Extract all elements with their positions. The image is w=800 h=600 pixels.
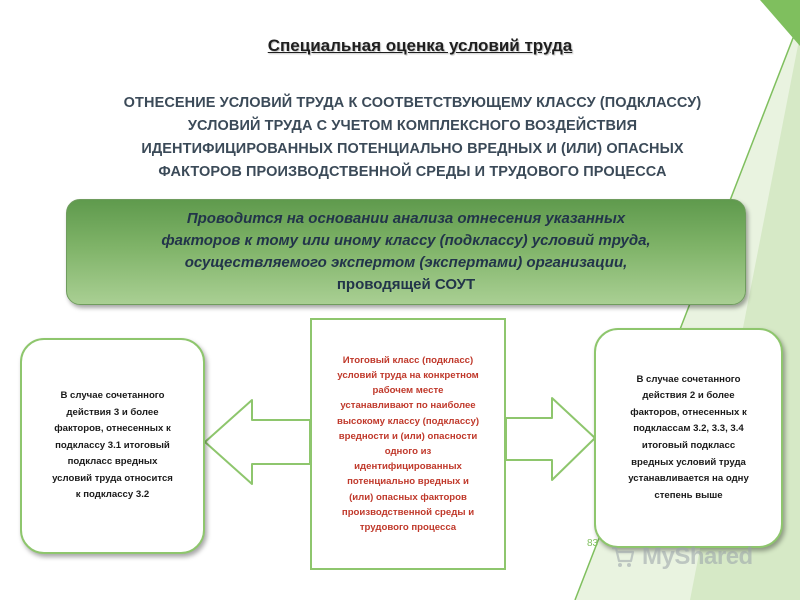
basis-line: осуществляемого экспертом (экспертами) организации, bbox=[184, 254, 628, 271]
final-class-text bbox=[318, 353, 498, 535]
left-case-line: подклассу 3.1 итоговый bbox=[55, 439, 170, 451]
cart-icon bbox=[610, 544, 636, 570]
final-class-line: устанавливают по наиболее bbox=[340, 400, 476, 412]
right-case-box bbox=[594, 328, 783, 548]
basis-description-box bbox=[66, 199, 746, 305]
final-class-line: одного из bbox=[384, 446, 432, 457]
corner-accent-triangle bbox=[760, 0, 800, 46]
arrow-right bbox=[506, 398, 595, 480]
left-case-box bbox=[20, 338, 205, 554]
left-case-text bbox=[37, 388, 189, 504]
arrow-left bbox=[205, 400, 310, 484]
right-case-line: действия 2 и более bbox=[642, 390, 735, 402]
left-case-line: В случае сочетанного bbox=[60, 389, 165, 401]
left-case-line: условий труда относится bbox=[52, 472, 173, 484]
subtitle-line: ФАКТОРОВ ПРОИЗВОДСТВЕННОЙ СРЕДЫ И ТРУДОВОГО ПРОЦЕССА bbox=[158, 164, 667, 180]
basis-line: Проводится на основании анализа отнесения указанных bbox=[186, 210, 626, 227]
subtitle-line: УСЛОВИЙ ТРУДА С УЧЕТОМ КОМПЛЕКСНОГО ВОЗДЕЙСТВИЯ bbox=[187, 118, 638, 134]
final-class-line: вредности и (или) опасности bbox=[338, 430, 478, 442]
right-case-line: вредных условий труда bbox=[631, 456, 746, 468]
final-class-line: Итоговый класс (подкласс) bbox=[342, 354, 474, 366]
left-case-line: действия 3 и более bbox=[66, 406, 159, 418]
left-case-line: подкласс вредных bbox=[67, 456, 158, 468]
right-case-line: степень выше bbox=[654, 489, 723, 501]
basis-line: факторов к тому или иному классу (подклассу) условий труда, bbox=[161, 232, 651, 249]
subtitle-line: ИДЕНТИФИЦИРОВАННЫХ ПОТЕНЦИАЛЬНО ВРЕДНЫХ И (ИЛИ) ОПАСНЫХ bbox=[141, 141, 684, 157]
final-class-line: условий труда на конкретном bbox=[337, 369, 479, 381]
final-class-line: высокому классу (подклассу) bbox=[336, 415, 480, 427]
page-number: 83 bbox=[587, 538, 599, 549]
basis-line: проводящей СОУТ bbox=[336, 276, 476, 293]
right-case-line: подклассам 3.2, 3.3, 3.4 bbox=[633, 423, 744, 435]
final-class-line: (или) опасных факторов bbox=[349, 491, 467, 503]
final-class-line: производственной среды и bbox=[341, 506, 475, 518]
right-case-line: факторов, отнесенных к bbox=[630, 406, 747, 418]
final-class-line: идентифицированных bbox=[354, 461, 462, 473]
right-case-line: итоговый подкласс bbox=[641, 440, 736, 451]
watermark-text: MyShared bbox=[642, 543, 753, 570]
slide-title: Специальная оценка условий труда bbox=[267, 36, 573, 55]
right-case-line: устанавливается на одну bbox=[628, 473, 749, 485]
right-case-text bbox=[614, 372, 764, 505]
right-case-line: В случае сочетанного bbox=[636, 373, 741, 385]
final-class-line: потенциально вредных и bbox=[347, 476, 469, 488]
final-class-line: рабочем месте bbox=[372, 385, 444, 397]
final-class-line: трудового процесса bbox=[359, 522, 457, 534]
left-case-line: факторов, отнесенных к bbox=[54, 423, 171, 435]
slide-subtitle bbox=[40, 92, 785, 184]
basis-description-text bbox=[96, 208, 716, 296]
subtitle-line: ОТНЕСЕНИЕ УСЛОВИЙ ТРУДА К СООТВЕТСТВУЮЩЕМУ КЛАССУ (ПОДКЛАССУ) bbox=[123, 95, 702, 111]
watermark-logo bbox=[610, 540, 780, 574]
left-case-line: к подклассу 3.2 bbox=[75, 489, 150, 501]
final-class-box bbox=[310, 318, 506, 570]
